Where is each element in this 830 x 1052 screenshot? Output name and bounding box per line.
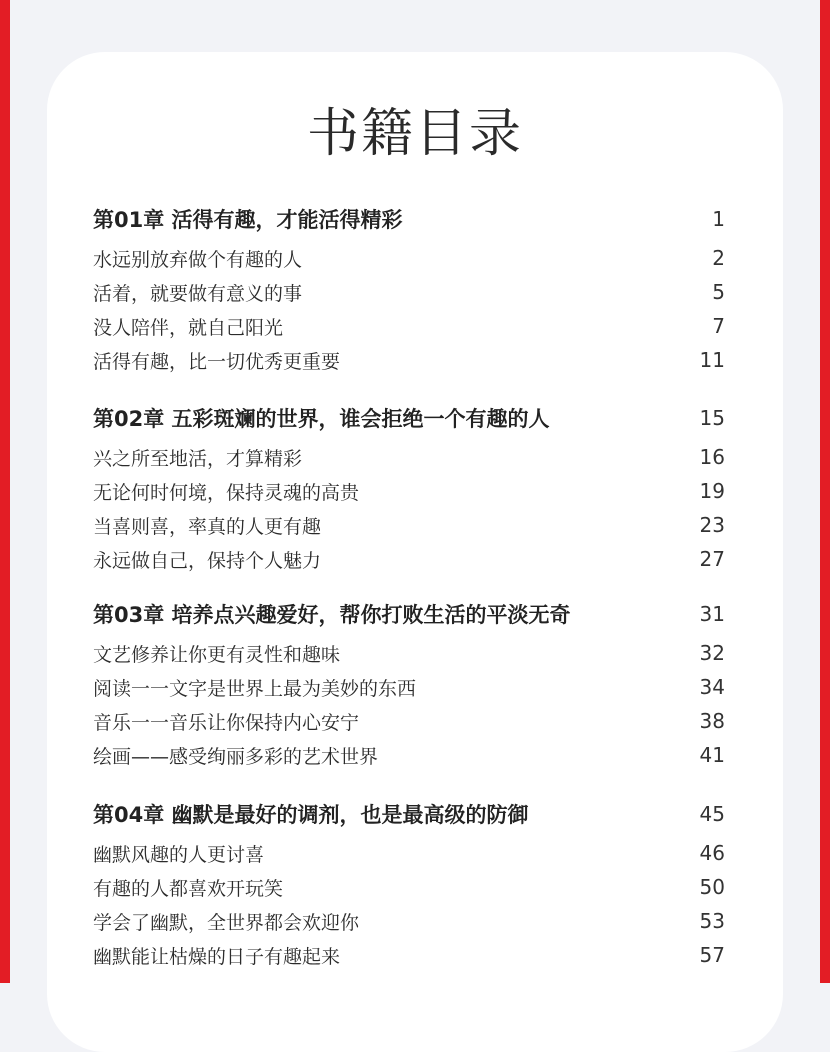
section-title: 活得有趣，比一切优秀更重要 — [93, 350, 341, 373]
page-number: 34 — [699, 675, 725, 699]
section-item — [93, 940, 725, 970]
section-item — [93, 838, 725, 868]
section-title: 绘画——感受绚丽多彩的艺术世界 — [93, 745, 379, 768]
section-item — [93, 243, 725, 273]
page-number: 5 — [712, 280, 725, 304]
section-item — [93, 872, 725, 902]
page-number: 7 — [712, 314, 725, 338]
page-number: 27 — [699, 547, 725, 571]
page-number: 50 — [699, 875, 725, 899]
section-item — [93, 277, 725, 307]
page-number: 31 — [699, 602, 725, 626]
page-number: 23 — [699, 513, 725, 537]
section-item — [93, 706, 725, 736]
section-title: 有趣的人都喜欢开玩笑 — [93, 877, 284, 900]
section-item — [93, 476, 725, 506]
section-item — [93, 345, 725, 375]
page-number: 45 — [699, 802, 725, 826]
section-title: 幽默能让枯燥的日子有趣起来 — [93, 945, 341, 968]
page-number: 46 — [699, 841, 725, 865]
section-title: 学会了幽默，全世界都会欢迎你 — [93, 911, 360, 934]
page-number: 53 — [699, 909, 725, 933]
page-number: 19 — [699, 479, 725, 503]
page-number: 57 — [699, 943, 725, 967]
section-title: 音乐一一音乐让你保持内心安宁 — [93, 711, 360, 734]
page-number: 38 — [699, 709, 725, 733]
section-item — [93, 638, 725, 668]
section-title: 兴之所至地活，才算精彩 — [93, 447, 303, 470]
chapter-heading — [93, 598, 725, 630]
section-title: 文艺修养让你更有灵性和趣味 — [93, 643, 341, 666]
page-number: 15 — [699, 406, 725, 430]
page-number: 41 — [699, 743, 725, 767]
section-title: 没人陪伴，就自己阳光 — [93, 316, 284, 339]
page-number: 32 — [699, 641, 725, 665]
section-title: 无论何时何境，保持灵魂的高贵 — [93, 481, 360, 504]
section-item — [93, 442, 725, 472]
page-number: 1 — [712, 207, 725, 231]
chapter-heading — [93, 402, 725, 434]
section-title: 幽默风趣的人更讨喜 — [93, 843, 265, 866]
section-item — [93, 544, 725, 574]
page-title: 书籍目录 — [306, 104, 523, 164]
section-item — [93, 740, 725, 770]
section-title: 永远做自己，保持个人魅力 — [93, 549, 322, 572]
page-number: 2 — [712, 246, 725, 270]
chapter-title: 第01章 活得有趣，才能活得精彩 — [93, 208, 403, 232]
section-item — [93, 672, 725, 702]
chapter-title: 第03章 培养点兴趣爱好，帮你打败生活的平淡无奇 — [93, 603, 571, 627]
chapter-title: 第04章 幽默是最好的调剂，也是最高级的防御 — [93, 803, 529, 827]
chapter-heading — [93, 203, 725, 235]
page-number: 11 — [699, 348, 725, 372]
chapter-heading — [93, 798, 725, 830]
section-title: 阅读一一文字是世界上最为美妙的东西 — [93, 677, 417, 700]
section-title: 活着，就要做有意义的事 — [93, 282, 303, 305]
section-item — [93, 510, 725, 540]
page-number: 16 — [699, 445, 725, 469]
section-title: 水远别放弃做个有趣的人 — [93, 248, 303, 271]
section-item — [93, 906, 725, 936]
section-title: 当喜则喜，率真的人更有趣 — [93, 515, 322, 538]
section-item — [93, 311, 725, 341]
chapter-title: 第02章 五彩斑斓的世界，谁会拒绝一个有趣的人 — [93, 407, 550, 431]
